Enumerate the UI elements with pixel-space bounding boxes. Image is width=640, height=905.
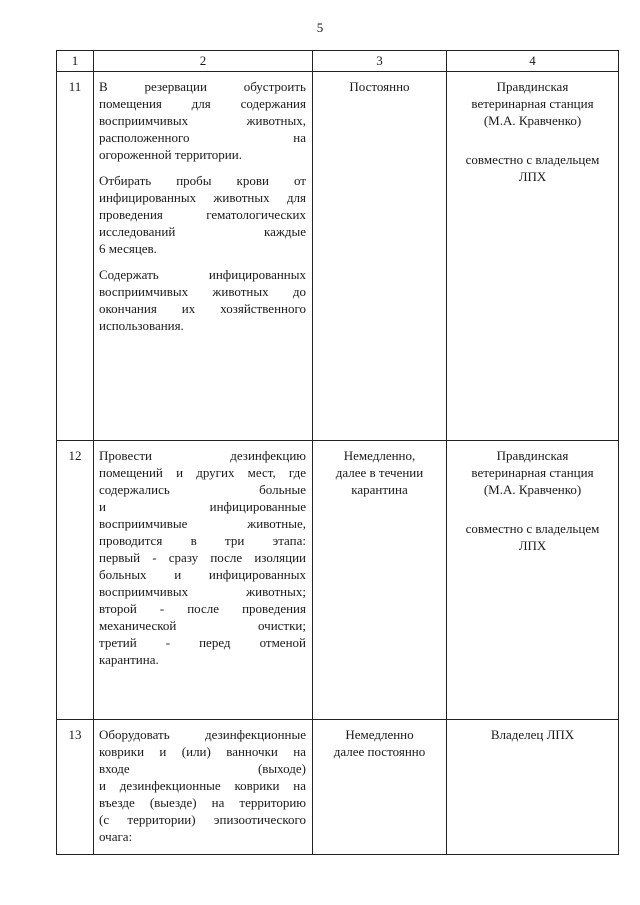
responsible-party (447, 720, 619, 855)
description-line: и инфицированные (99, 499, 306, 514)
description-line: восприимчивых животных до (99, 284, 306, 299)
description-paragraph (99, 726, 306, 845)
description-line: Отбирать пробы крови от (99, 173, 306, 188)
measure-description (94, 441, 313, 720)
row-number: 13 (57, 720, 94, 855)
description-line: помещений и других мест, где (99, 465, 306, 480)
description-line: Провести дезинфекцию (99, 448, 306, 463)
description-line: карантина. (99, 652, 159, 667)
table-row (57, 720, 619, 855)
description-line: въезде (выезде) на территорию (99, 795, 306, 810)
responsible-line: Правдинская (496, 79, 569, 94)
term-line: далее постоянно (333, 744, 426, 759)
coresponsible-line: совместно с владельцем (465, 521, 600, 536)
header-cell-4: 4 (447, 51, 619, 72)
responsible-line: Правдинская (496, 448, 569, 463)
term-line: далее в течении (335, 465, 424, 480)
measure-term (313, 441, 447, 720)
description-line: больных и инфицированных (99, 567, 306, 582)
description-paragraph (99, 266, 306, 334)
measure-term (313, 72, 447, 441)
measure-term (313, 720, 447, 855)
description-line: механической очистки; (99, 618, 306, 633)
description-paragraph (99, 447, 306, 668)
description-line: проведения гематологических (99, 207, 306, 222)
table-row (57, 441, 619, 720)
measure-description (94, 72, 313, 441)
header-cell-3: 3 (313, 51, 447, 72)
header-cell-2: 2 (94, 51, 313, 72)
term-line: Постоянно (349, 79, 410, 94)
responsible-line: Владелец ЛПХ (490, 727, 575, 742)
description-line: окончания их хозяйственного (99, 301, 306, 316)
description-paragraph (99, 172, 306, 257)
description-line: (с территории) эпизоотического (99, 812, 306, 827)
description-line: третий - перед отменой (99, 635, 306, 650)
description-line: Содержать инфицированных (99, 267, 306, 282)
description-line: второй - после проведения (99, 601, 306, 616)
description-line: восприимчивых животных, (99, 113, 306, 128)
responsible-party (447, 441, 619, 720)
description-paragraph (99, 78, 306, 163)
term-line: карантина (351, 482, 408, 497)
description-line: первый - сразу после изоляции (99, 550, 306, 565)
page-number: 5 (316, 20, 324, 35)
description-line: коврики и (или) ванночки на (99, 744, 306, 759)
description-line: очага: (99, 829, 133, 844)
description-line: В резервации обустроить (99, 79, 306, 94)
table-row (57, 72, 619, 441)
description-line: восприимчивых животных; (99, 584, 306, 599)
description-line: и дезинфекционные коврики на (99, 778, 306, 793)
description-line: огороженной территории. (99, 147, 242, 162)
responsible-party (447, 72, 619, 441)
description-line: проводится в три этапа: (99, 533, 306, 548)
responsible-spacer (451, 498, 614, 520)
description-line: помещения для содержания (99, 96, 306, 111)
row-number: 11 (57, 72, 94, 441)
description-line: содержались больные (99, 482, 306, 497)
responsible-line: ветеринарная станция (471, 465, 594, 480)
term-line: Немедленно (345, 727, 414, 742)
description-line: использования. (99, 318, 184, 333)
coresponsible-line: ЛПХ (518, 538, 547, 553)
responsible-line: (М.А. Кравченко) (483, 482, 582, 497)
description-line: Оборудовать дезинфекционные (99, 727, 306, 742)
description-line: исследований каждые (99, 224, 306, 239)
measures-table (56, 50, 619, 855)
responsible-line: ветеринарная станция (471, 96, 594, 111)
header-row (57, 51, 619, 72)
description-line: инфицированных животных для (99, 190, 306, 205)
description-line: расположенного на (99, 130, 306, 145)
description-line: восприимчивые животные, (99, 516, 306, 531)
measure-description (94, 720, 313, 855)
term-line: Немедленно, (343, 448, 416, 463)
responsible-line: (М.А. Кравченко) (483, 113, 582, 128)
responsible-spacer (451, 129, 614, 151)
description-line: 6 месяцев. (99, 241, 157, 256)
row-number: 12 (57, 441, 94, 720)
header-cell-1: 1 (57, 51, 94, 72)
coresponsible-line: ЛПХ (518, 169, 547, 184)
coresponsible-line: совместно с владельцем (465, 152, 600, 167)
description-line: входе (выходе) (99, 761, 306, 776)
